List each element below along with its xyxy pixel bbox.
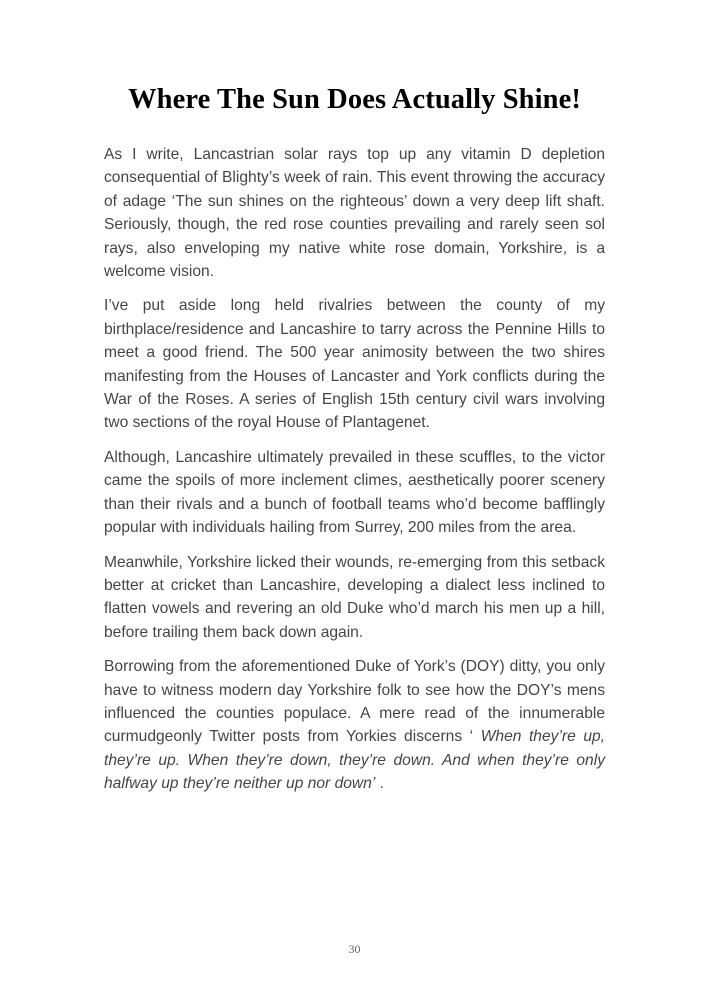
article-body [104,143,605,807]
paragraph-1: As I write, Lancastrian solar rays top up any vitamin D depletion consequential of Blighty’s week of rain. This event throwing the accuracy of adage ‘The sun shines on the righteous’ down a very deep lift shaft. Seriously, though, the red rose counties prevailing and rarely seen sol rays, also enveloping my native white rose domain, Yorkshire, is a welcome vision. [104,146,605,281]
paragraph-2: I’ve put aside long held rivalries between the county of my birthplace/residence and Lancashire to tarry across the Pennine Hills to meet a good friend. The 500 year animosity between the two shires manifesting from the Houses of Lancaster and York conflicts during the War of the Roses. A series of English 15th century civil wars involving two sections of the royal House of Plantagenet. [104,297,605,432]
paragraph-4: Meanwhile, Yorkshire licked their wounds, re-emerging from this setback better at cricket than Lancashire, developing a dialect less inclined to flatten vowels and revering an old Duke who’d march his men up a hill, before trailing them back down again. [104,553,605,641]
page-title: Where The Sun Does Actually Shine! [128,84,581,115]
paragraph-5 [104,655,605,795]
paragraph-5-quote: When they’re up, they’re up. When they’re down, they’re down. And when they’re only halfway up they’re neither up nor down’ [104,728,605,793]
page-number: 30 [348,942,361,956]
paragraph-5-trailing: . [375,775,384,793]
paragraph-3: Although, Lancashire ultimately prevailed in these scuffles, to the victor came the spoils of more inclement climes, aesthetically poorer scenery than their rivals and a bunch of football teams who’d become bafflingly popular with individuals hailing from Surrey, 200 miles from the area. [104,448,605,537]
paragraph-5-text: Borrowing from the aforementioned Duke of York’s (DOY) ditty, you only have to witness modern day Yorkshire folk to see how the DOY’s mens influenced the counties populace. A mere read of the innumerable curmudgeonly Twitter posts from Yorkies discerns ‘ [104,658,605,746]
